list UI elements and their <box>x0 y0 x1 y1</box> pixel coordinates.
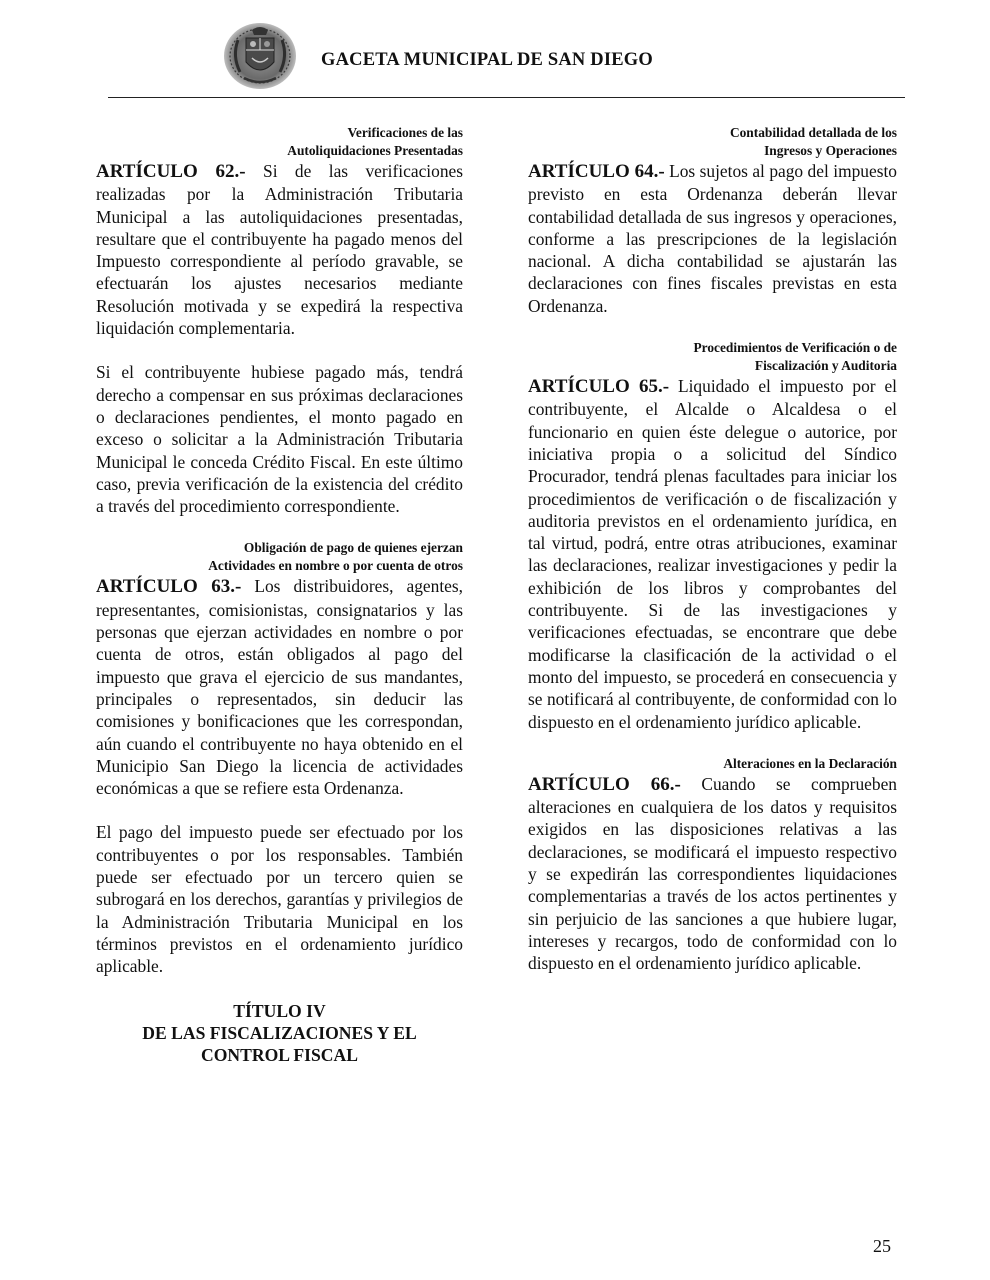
article-62-body <box>96 160 463 339</box>
article-64-heading: Contabilidad detallada de los Ingresos y Operaciones <box>729 125 897 158</box>
gazette-title: GACETA MUNICIPAL DE SAN DIEGO <box>321 50 653 70</box>
article-63-body <box>96 575 463 799</box>
article-65-label: ARTÍCULO 65.- <box>528 376 670 398</box>
article-63-paragraph-2: El pago del impuesto puede ser efectuado por los contribuyentes o por los responsables. También puede ser efectuado por un tercero quien se subrogará en los derechos, garantías y privilegios de la Administración Tributaria Municipal en los términos previstos en el ordenamiento jurídico aplicable. <box>96 822 463 977</box>
article-65-text: Liquidado el impuesto por el contribuyente, el Alcalde o Alcaldesa o el funcionario en quien éste delegue o autorice, por iniciativa propia o a solicitud del Síndico Procurador, tendrá plenas facultades para iniciar los procedimientos de verificación o de fiscalización y auditoria previstos en el ordenamiento jurídica, en tal virtud, podrá, entre otras atribuciones, examinar las declaraciones, realizar investigaciones y pedir la exhibición de los libros y comprobantes del contribuyente. Si de las investigaciones y verificaciones efectuadas, se encontrare que debe modificarse la clasificación de la actividad o el monto del impuesto, se procederá en consecuencia y se notificará al contribuyente, de conformidad con lo dispuesto en el ordenamiento jurídico aplicable. <box>528 376 898 732</box>
article-64-body <box>528 160 897 317</box>
article-62-text: Si de las verificaciones realizadas por la Administración Tributaria Municipal a las autoliquidaciones presentadas, resultare que el contribuyente ha pagado menos del Impuesto correspondiente al período gravable, se efectuarán los ajustes necesarios mediante Resolución motivada y se expedirá la respectiva liquidación complementaria. <box>96 161 464 339</box>
article-62-label: ARTÍCULO 62.- <box>96 161 246 182</box>
article-66-heading: Alteraciones en la Declaración <box>723 755 897 771</box>
page-number: 25 <box>873 1236 891 1256</box>
article-66-label: ARTÍCULO 66.- <box>528 773 681 795</box>
article-63-label: ARTÍCULO 63.- <box>96 576 242 598</box>
header-divider <box>108 97 905 98</box>
page-header <box>0 0 990 100</box>
article-62-heading: Verificaciones de las Autoliquidaciones Presentadas <box>287 125 463 158</box>
right-column <box>528 124 897 975</box>
municipal-seal-icon <box>222 20 298 90</box>
title-iv-heading: TÍTULO IV DE LAS FISCALIZACIONES Y EL CONTROL FISCAL <box>142 1000 417 1065</box>
article-66-body <box>528 773 897 975</box>
article-62-paragraph-2: Si el contribuyente hubiese pagado más, tendrá derecho a compensar en sus próximas declaraciones o declaraciones pendientes, el monto pagado en exceso o solicitar a la Administración Tributaria Municipal le conceda Crédito Fiscal. En este último caso, previa verificación de la existencia del crédito a través del procedimiento correspondiente. <box>96 362 463 517</box>
article-66-text: Cuando se comprueben alteraciones en cualquiera de los datos y requisitos exigidos en las disposiciones relativas a las declaraciones, se modificará el impuesto respectivo y se expedirán las correspondientes liquidaciones complementarias a través de los actos pertinentes y sin perjuicio de las sanciones a que hubiere lugar, intereses y recargos, todo de conformidad con lo dispuesto en el ordenamiento jurídico aplicable. <box>528 773 897 974</box>
article-63-heading: Obligación de pago de quienes ejerzan Actividades en nombre o por cuenta de otros <box>208 540 463 574</box>
article-63-text: Los distribuidores, agentes, representantes, comisionistas, consignatarios y las personas que ejerzan actividades en nombre o por cuenta de otros, están obligados al pago del impuesto que grava el ejercicio de sus mandantes, principales o representados, sin deducir las comisiones y bonificaciones que les correspondan, aún cuando el contribuyente no haya obtenido en el Municipio San Diego la licencia de actividades económicas a que se refiere esta Ordenanza. <box>96 576 463 799</box>
article-65-heading: Procedimientos de Verificación o de Fiscalización y Auditoria <box>693 340 897 374</box>
article-64-label: ARTÍCULO 64.- <box>528 161 665 182</box>
article-64-text: Los sujetos al pago del impuesto previsto en esta Ordenanza deberán llevar contabilidad detallada de sus ingresos y operaciones, conforme a las prescripciones de la legislación nacional. A dicha contabilidad se ajustarán las declaraciones con fines fiscales previstas en esta Ordenanza. <box>528 161 897 316</box>
left-column <box>96 124 463 1066</box>
article-65-body <box>528 375 897 733</box>
